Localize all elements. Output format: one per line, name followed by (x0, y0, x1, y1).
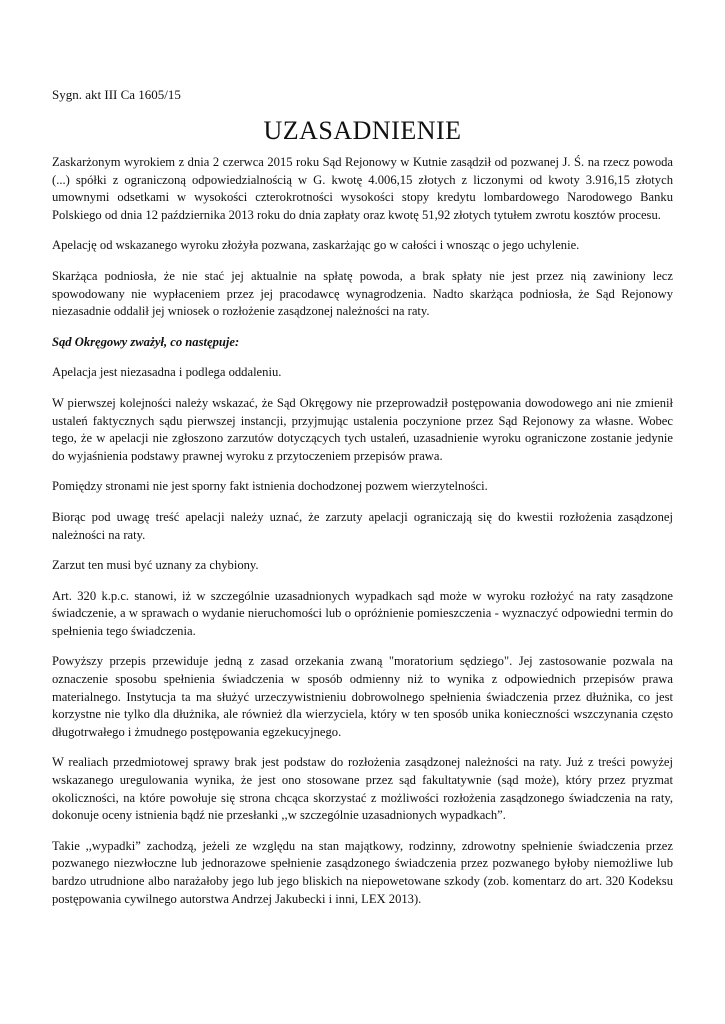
paragraph: Takie ,,wypadki” zachodzą, jeżeli ze względu na stan majątkowy, rodzinny, zdrowotny spełnienie świadczenia przez pozwanego niezwłoczne lub jednorazowe spełnienie zasądzonego świadczenia przez pozwanego byłoby niemożliwe lub bardzo utrudnione albo narażałoby jego lub jego bliskich na niepowetowane szkody (zob. komentarz do art. 320 Kodeksu postępowania cywilnego autorstwa Andrzej Jakubecki i inni, LEX 2013). (52, 838, 673, 906)
document-title: UZASADNIENIE (263, 116, 462, 145)
case-signature: Sygn. akt III Ca 1605/15 (52, 87, 181, 102)
document-body (52, 154, 673, 908)
document-page (52, 86, 673, 921)
paragraph: Biorąc pod uwagę treść apelacji należy uznać, że zarzuty apelacji ograniczają się do kwestii rozłożenia zasądzonej należności na raty. (52, 509, 673, 542)
paragraph: Zaskarżonym wyrokiem z dnia 2 czerwca 2015 roku Sąd Rejonowy w Kutnie zasądził od pozwanej J. Ś. na rzecz powoda (...) spółki z ograniczoną odpowiedzialnością w G. kwotę 4.006,15 złotych z liczonymi od kwoty 3.916,15 złotych umownymi odsetkami w wysokości czterokrotności wysokości stopy kredytu lombardowego Narodowego Banku Polskiego od dnia 12 października 2013 roku do dnia zapłaty oraz kwotę 51,92 złotych tytułem zwrotu kosztów procesu. (52, 155, 673, 222)
paragraph: Apelacja jest niezasadna i podlega oddaleniu. (52, 365, 282, 380)
paragraph: Zarzut ten musi być uznany za chybiony. (52, 558, 259, 573)
paragraph: Art. 320 k.p.c. stanowi, iż w szczególnie uzasadnionych wypadkach sąd może w wyroku rozłożyć na raty zasądzone świadczenie, a w sprawach o wydanie nieruchomości lub o opróżnienie pomieszczenia - wyznaczyć odpowiedni termin do spełnienia tego świadczenia. (52, 588, 673, 638)
paragraph: Skarżąca podniosła, że nie stać jej aktualnie na spłatę powoda, a brak spłaty nie jest przez nią zawiniony lecz spowodowany nie wypłaceniem przez jej pracodawcę wynagrodzenia. Nadto skarżąca podniosła, że Sąd Rejonowy niezasadnie oddalił jej wniosek o rozłożenie zasądzonej należności na raty. (52, 268, 673, 319)
paragraph: W pierwszej kolejności należy wskazać, że Sąd Okręgowy nie przeprowadził postępowania dowodowego ani nie zmienił ustaleń faktycznych sądu pierwszej instancji, przyjmując ustalenia poczynione przez Sąd Rejonowy za własne. Wobec tego, że w apelacji nie zgłoszono zarzutów dotyczących tych ustaleń, uzasadnienie wyroku ograniczone zostanie jedynie do wyjaśnienia podstawy prawnej wyroku z przytoczeniem przepisów prawa. (52, 395, 673, 463)
paragraph: Apelację od wskazanego wyroku złożyła pozwana, zaskarżając go w całości i wnosząc o jego uchylenie. (52, 238, 580, 253)
section-heading: Sąd Okręgowy zważył, co następuje: (52, 334, 240, 349)
paragraph: W realiach przedmiotowej sprawy brak jest podstaw do rozłożenia zasądzonej należności na raty. Już z treści powyżej wskazanego uregulowania wynika, że jest ono stosowane przez sąd fakultatywnie (sąd może), który przez pryzmat okoliczności, na które powołuje się strona chcąca skorzystać z możliwości rozłożenia zasądzonego świadczenia na raty, dokonuje oceny istnienia bądź nie przesłanki ,,w szczególnie uzasadnionych wypadkach”. (52, 755, 673, 823)
paragraph: Powyższy przepis przewiduje jedną z zasad orzekania zwaną "moratorium sędziego". Jej zastosowanie pozwala na oznaczenie sposobu spełnienia świadczenia w sposób odmienny niż to wynika z odpowiednich przepisów prawa materialnego. Instytucja ta ma służyć urzeczywistnieniu dobrowolnego spełnienia świadczenia przez dłużnika, co jest korzystne nie tylko dla dłużnika, ale również dla wierzyciela, który w ten sposób unika konieczności wszczynania często długotrwałego i żmudnego postępowania egzekucyjnego. (52, 654, 673, 739)
paragraph: Pomiędzy stronami nie jest sporny fakt istnienia dochodzonej pozwem wierzytelności. (52, 479, 488, 494)
